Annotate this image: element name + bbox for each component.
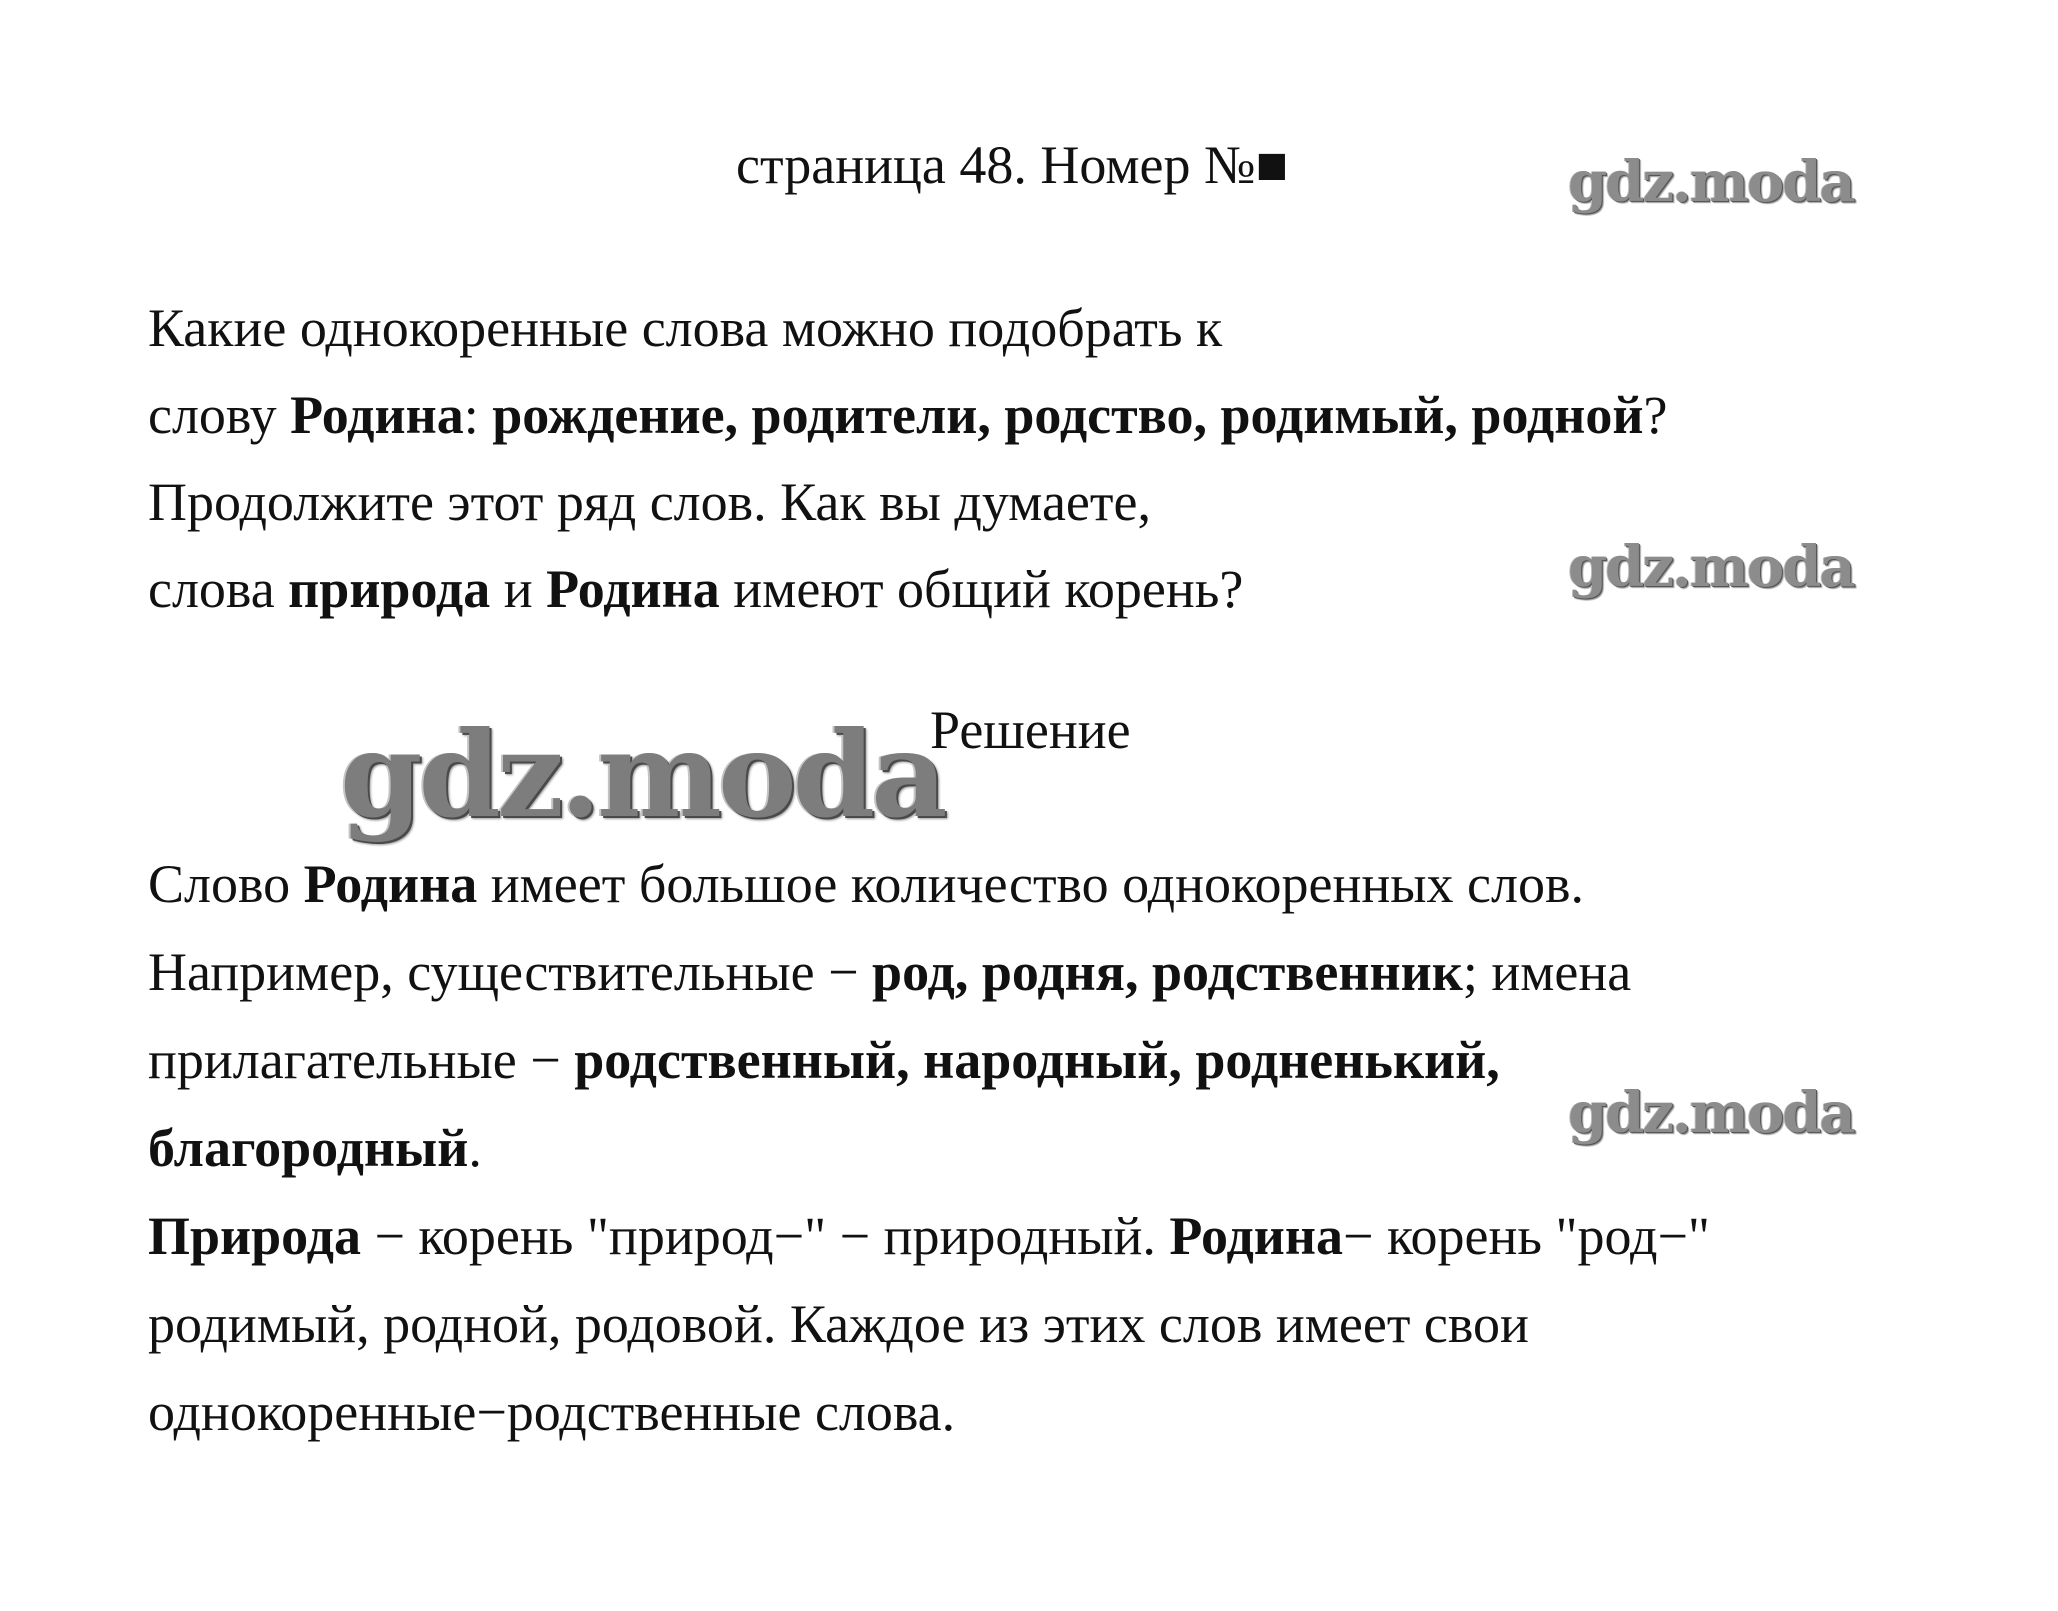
- question-line: [148, 372, 1667, 459]
- solution-line: [148, 1368, 1710, 1456]
- solution-line: [148, 1016, 1710, 1104]
- question-line: [148, 546, 1667, 633]
- text-span: однокоренные−родственные слова.: [148, 1382, 956, 1442]
- bold-term: Природа: [148, 1206, 361, 1266]
- question-line: [148, 459, 1667, 546]
- text-span: .: [468, 1118, 482, 1178]
- bold-term: род, родня, родственник: [872, 942, 1463, 1002]
- bold-term: благородный: [148, 1118, 469, 1178]
- text-span: ; имена: [1462, 942, 1632, 1002]
- bold-term: Родина: [290, 385, 464, 445]
- bold-term: Родина: [303, 854, 478, 914]
- text-span: слова: [148, 559, 289, 619]
- text-span: Например, существительные −: [148, 942, 873, 1002]
- text-span: − корень "природ−" − природный.: [360, 1206, 1170, 1266]
- bold-term: родственный, народный, родненький,: [574, 1030, 1500, 1090]
- watermark-logo: gdz.moda: [1568, 149, 1854, 215]
- bold-term: Родина: [546, 559, 720, 619]
- bold-term: природа: [288, 559, 491, 619]
- bold-term: рождение, родители, родство, родимый, родной: [492, 385, 1644, 445]
- solution-line: [148, 1104, 1710, 1192]
- text-span: :: [463, 385, 493, 445]
- question-line: [148, 285, 1667, 372]
- watermark-logo: gdz.moda: [1568, 534, 1854, 600]
- solution-line: [148, 928, 1710, 1016]
- watermark-logo-large: gdz.moda: [340, 705, 944, 844]
- text-span: слову: [148, 385, 291, 445]
- text-span: − корень "род−": [1343, 1206, 1710, 1266]
- text-span: имеют общий корень?: [719, 559, 1244, 619]
- watermark-logo: gdz.moda: [1568, 1080, 1854, 1146]
- text-span: и: [490, 559, 547, 619]
- text-span: имеет большое количество однокоренных слов.: [477, 854, 1584, 914]
- solution-line: [148, 840, 1710, 928]
- text-span: Слово: [148, 854, 304, 914]
- solution-text: [148, 840, 1710, 1456]
- text-span: Продолжите этот ряд слов. Как вы думаете,: [148, 472, 1151, 532]
- solution-heading: Решение: [930, 700, 1131, 760]
- solution-line: [148, 1192, 1710, 1280]
- question-text: [148, 285, 1667, 633]
- text-span: родимый, родной, родовой. Каждое из этих слов имеет свои: [148, 1294, 1529, 1354]
- text-span: ?: [1643, 385, 1668, 445]
- text-span: Какие однокоренные слова можно подобрать к: [148, 298, 1223, 358]
- solution-line: [148, 1280, 1710, 1368]
- page-header: страница 48. Номер №■: [736, 135, 1289, 195]
- bold-term: Родина: [1169, 1206, 1344, 1266]
- text-span: прилагательные −: [148, 1030, 575, 1090]
